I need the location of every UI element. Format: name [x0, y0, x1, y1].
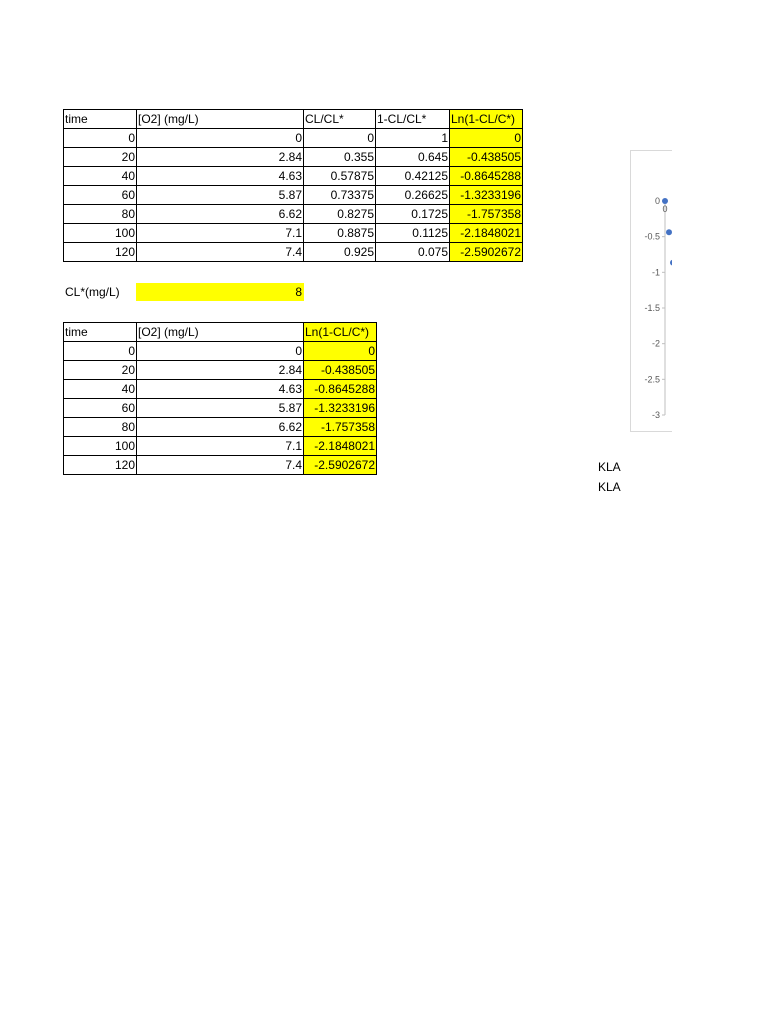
table-row: [64, 167, 523, 186]
table-cell[interactable]: -2.1848021: [450, 224, 523, 243]
table-row: [64, 224, 523, 243]
table-row: [64, 380, 377, 399]
table-cell[interactable]: 80: [64, 205, 137, 224]
table-cell[interactable]: 0.8275: [304, 205, 376, 224]
table-row: [64, 148, 523, 167]
column-header[interactable]: [O2] (mg/L): [137, 323, 304, 342]
table-cell[interactable]: -1.757358: [304, 418, 377, 437]
table-cell[interactable]: 20: [64, 148, 137, 167]
table-cell[interactable]: -2.1848021: [304, 437, 377, 456]
table-cell[interactable]: 20: [64, 361, 137, 380]
table-cell[interactable]: 4.63: [137, 167, 304, 186]
column-header[interactable]: time: [64, 323, 137, 342]
cl-star-value[interactable]: 8: [136, 283, 304, 301]
table-cell[interactable]: 1: [376, 129, 450, 148]
table-row: [64, 418, 377, 437]
table-row: [64, 342, 377, 361]
table-cell[interactable]: 80: [64, 418, 137, 437]
y-tick-label: 0: [654, 196, 660, 206]
table-cell[interactable]: 4.63: [137, 380, 304, 399]
table-cell[interactable]: 0.57875: [304, 167, 376, 186]
table-cell[interactable]: 0: [304, 129, 376, 148]
table-cell[interactable]: -2.5902672: [450, 243, 523, 262]
table-cell[interactable]: 40: [64, 167, 137, 186]
table-row: [64, 186, 523, 205]
table-cell[interactable]: 7.4: [137, 456, 304, 475]
table-cell[interactable]: 7.4: [137, 243, 304, 262]
table-cell[interactable]: 100: [64, 224, 137, 243]
table-cell[interactable]: 7.1: [137, 437, 304, 456]
table-cell[interactable]: 0: [137, 129, 304, 148]
table-cell[interactable]: 0.925: [304, 243, 376, 262]
table-cell[interactable]: 100: [64, 437, 137, 456]
table-cell[interactable]: 0.645: [376, 148, 450, 167]
table-cell[interactable]: -1.3233196: [304, 399, 377, 418]
table-cell[interactable]: 2.84: [137, 148, 304, 167]
column-header[interactable]: Ln(1-CL/C*): [450, 110, 523, 129]
table-cell[interactable]: 60: [64, 399, 137, 418]
table-row: [64, 361, 377, 380]
table-cell[interactable]: 0: [137, 342, 304, 361]
table-cell[interactable]: -1.757358: [450, 205, 523, 224]
table-cell[interactable]: 7.1: [137, 224, 304, 243]
table-row: [64, 129, 523, 148]
table-cell[interactable]: 40: [64, 380, 137, 399]
table-cell[interactable]: 60: [64, 186, 137, 205]
data-point[interactable]: [662, 198, 668, 204]
table-row: [64, 437, 377, 456]
table-cell[interactable]: 0: [64, 342, 137, 361]
table-row: [64, 456, 377, 475]
table-cell[interactable]: -0.8645288: [304, 380, 377, 399]
kla-label: KLA: [598, 460, 621, 474]
scatter-chart-svg: [631, 151, 672, 432]
column-header[interactable]: CL/CL*: [304, 110, 376, 129]
column-header[interactable]: Ln(1-CL/C*): [304, 323, 377, 342]
table-cell[interactable]: 5.87: [137, 186, 304, 205]
table-cell[interactable]: 0: [450, 129, 523, 148]
table-cell[interactable]: 0: [304, 342, 377, 361]
table-cell[interactable]: 0.1725: [376, 205, 450, 224]
table-cell[interactable]: -0.438505: [304, 361, 377, 380]
table-row: [64, 243, 523, 262]
column-header[interactable]: [O2] (mg/L): [137, 110, 304, 129]
table-cell[interactable]: 2.84: [137, 361, 304, 380]
table-cell[interactable]: 120: [64, 456, 137, 475]
y-tick-label: -2.5: [644, 374, 660, 385]
column-header[interactable]: time: [64, 110, 137, 129]
data-point[interactable]: [666, 229, 672, 235]
y-tick-label: -1.5: [644, 303, 660, 313]
x-tick-label: 0: [662, 204, 668, 214]
kla-label: KLA: [598, 480, 621, 494]
y-tick-label: -1: [651, 267, 660, 278]
table-cell[interactable]: 0.73375: [304, 186, 376, 205]
table-cell[interactable]: -2.5902672: [304, 456, 377, 475]
table-cell[interactable]: 5.87: [137, 399, 304, 418]
y-tick-label: -3: [651, 410, 660, 420]
data-point[interactable]: [670, 260, 672, 266]
table-cell[interactable]: 0: [64, 129, 137, 148]
table-cell[interactable]: 6.62: [137, 418, 304, 437]
table-cell[interactable]: -0.438505: [450, 148, 523, 167]
y-tick-label: -0.5: [644, 231, 660, 242]
scatter-chart[interactable]: [630, 150, 672, 432]
column-header[interactable]: 1-CL/CL*: [376, 110, 450, 129]
table-cell[interactable]: 0.1125: [376, 224, 450, 243]
table-row: [64, 205, 523, 224]
table-cell[interactable]: 0.355: [304, 148, 376, 167]
header-row: [64, 110, 523, 129]
table-cell[interactable]: 0.075: [376, 243, 450, 262]
cl-star-label: CL*(mg/L): [65, 285, 120, 299]
table-row: [64, 399, 377, 418]
data-table-main: [63, 109, 523, 262]
table-cell[interactable]: 0.26625: [376, 186, 450, 205]
y-tick-label: -2: [651, 338, 660, 349]
table-cell[interactable]: -0.8645288: [450, 167, 523, 186]
header-row: [64, 323, 377, 342]
table-cell[interactable]: 6.62: [137, 205, 304, 224]
table-cell[interactable]: 120: [64, 243, 137, 262]
table-cell[interactable]: 0.42125: [376, 167, 450, 186]
table-cell[interactable]: 0.8875: [304, 224, 376, 243]
table-cell[interactable]: -1.3233196: [450, 186, 523, 205]
data-table-ln: [63, 322, 377, 475]
